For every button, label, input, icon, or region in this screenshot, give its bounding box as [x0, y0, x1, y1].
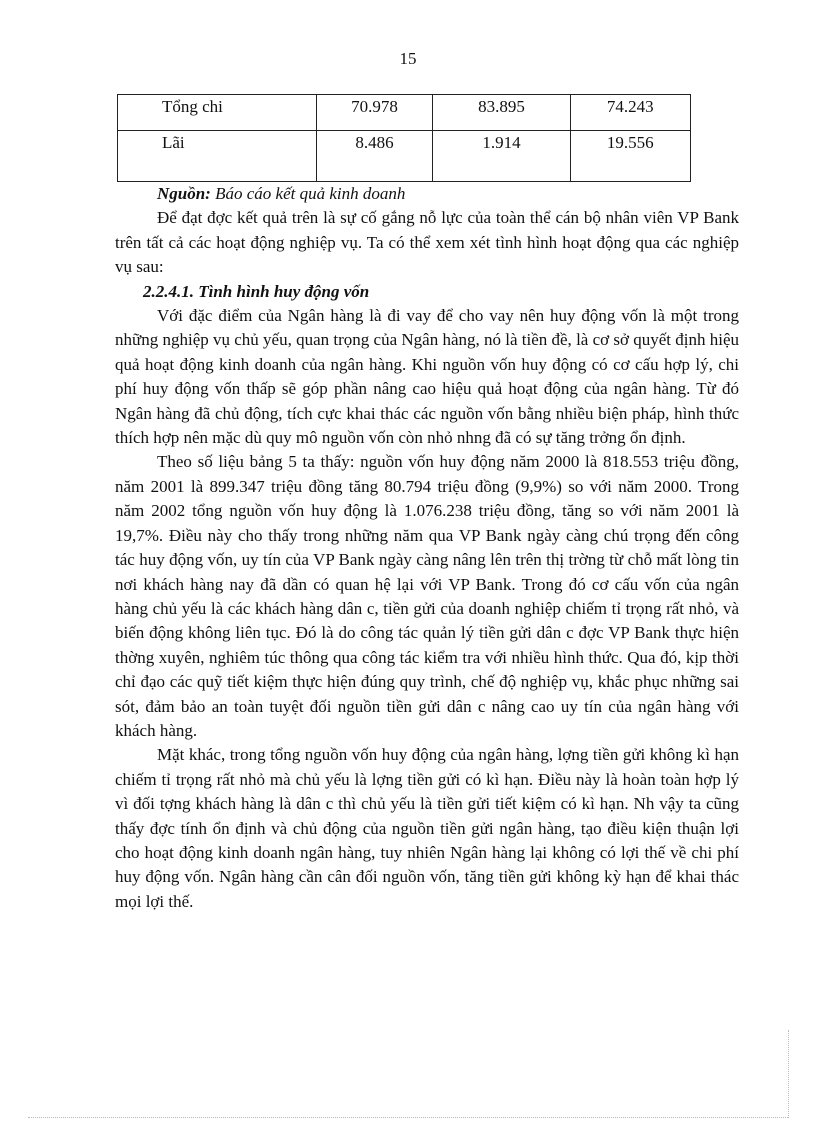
source-label: Nguồn:	[157, 184, 211, 203]
table-cell: 74.243	[570, 95, 690, 131]
document-body	[115, 182, 739, 914]
row-label: Tổng chi	[118, 95, 317, 131]
margin-divider	[788, 1030, 789, 1118]
section-heading: 2.2.4.1. Tình hình huy động vốn	[143, 281, 370, 301]
table-cell: 1.914	[433, 131, 570, 182]
paragraph: Để đạt đợc kết quả trên là sự cố gắng nỗ lực của toàn thể cán bộ nhân viên VP Bank trên tất cả các hoạt động nghiệp vụ. Ta có thể xem xét tình hình hoạt động qua các nghiệp vụ sau:	[115, 208, 739, 277]
table-row	[118, 95, 691, 131]
footer-divider	[28, 1117, 788, 1118]
table-row	[118, 131, 691, 182]
row-label: Lãi	[118, 131, 317, 182]
source-note	[115, 182, 739, 206]
paragraph: Mặt khác, trong tổng nguồn vốn huy động của ngân hàng, lợng tiền gửi không kì hạn chiếm tỉ trọng rất nhỏ mà chủ yếu là lợng tiền gửi có kì hạn. Điều này là hoàn toàn hợp lý vì đối tợng khách hàng là dân c thì chủ yếu là tiền gửi tiết kiệm có kì hạn. Nh vậy ta cũng thấy đợc tính ổn định và chủ động của nguồn tiền gửi ngân hàng, tạo điều kiện thuận lợi cho hoạt động kinh doanh ngân hàng, tuy nhiên Ngân hàng lại không có lợi thế về chi phí huy động vốn. Ngân hàng cần cân đối nguồn vốn, tăng tiền gửi không kỳ hạn để khai thác mọi lợi thế.	[115, 745, 739, 911]
table-cell: 19.556	[570, 131, 690, 182]
table-cell: 83.895	[433, 95, 570, 131]
table-cell: 8.486	[316, 131, 433, 182]
financial-table	[117, 94, 691, 182]
paragraph: Theo số liệu bảng 5 ta thấy: nguồn vốn huy động năm 2000 là 818.553 triệu đồng, năm 2001 là 899.347 triệu đồng tăng 80.794 triệu đồng (9,9%) so với năm 2000. Trong năm 2002 tổng nguồn vốn huy động là 1.076.238 triệu đồng, tăng so với năm 2001 là 19,7%. Điều này cho thấy trong những năm qua VP Bank ngày càng chú trọng đến công tác huy động vốn, uy tín của VP Bank ngày càng nâng lên trên thị trờng từ chỗ mất lòng tin nơi khách hàng nay đã dần có quan hệ lại với VP Bank. Trong đó cơ cấu vốn của ngân hàng chủ yếu là các khách hàng dân c, tiền gửi của doanh nghiệp chiếm tỉ trọng rất nhỏ, và biến động không liên tục. Đó là do công tác quản lý tiền gửi dân c đợc VP Bank thực hiện thờng xuyên, nghiêm túc thông qua công tác kiểm tra với nhiều hình thức. Qua đó, kịp thời chỉ đạo các quỹ tiết kiệm thực hiện đúng quy trình, chế độ nghiệp vụ, khắc phục những sai sót, đảm bảo an toàn tuyệt đối nguồn tiền gửi dân c nâng cao uy tín của ngân hàng với khách hàng.	[115, 452, 739, 740]
table-cell: 70.978	[316, 95, 433, 131]
page-number: 15	[399, 49, 417, 68]
source-text: Báo cáo kết quả kinh doanh	[215, 184, 406, 203]
paragraph: Với đặc điểm của Ngân hàng là đi vay để cho vay nên huy động vốn là một trong những nghiệp vụ chủ yếu, quan trọng của Ngân hàng, nó là tiền đề, là cơ sở quyết định hiệu quả hoạt động kinh doanh của ngân hàng. Khi nguồn vốn huy động có cơ cấu hợp lý, chi phí huy động vốn thấp sẽ góp phần nâng cao hiệu quả hoạt động của ngân hàng. Từ đó Ngân hàng đã chủ động, tích cực khai thác các nguồn vốn bằng nhiều biện pháp, hình thức thích hợp nên mặc dù quy mô nguồn vốn còn nhỏ nhng đã có sự tăng trởng ổn định.	[115, 306, 739, 448]
